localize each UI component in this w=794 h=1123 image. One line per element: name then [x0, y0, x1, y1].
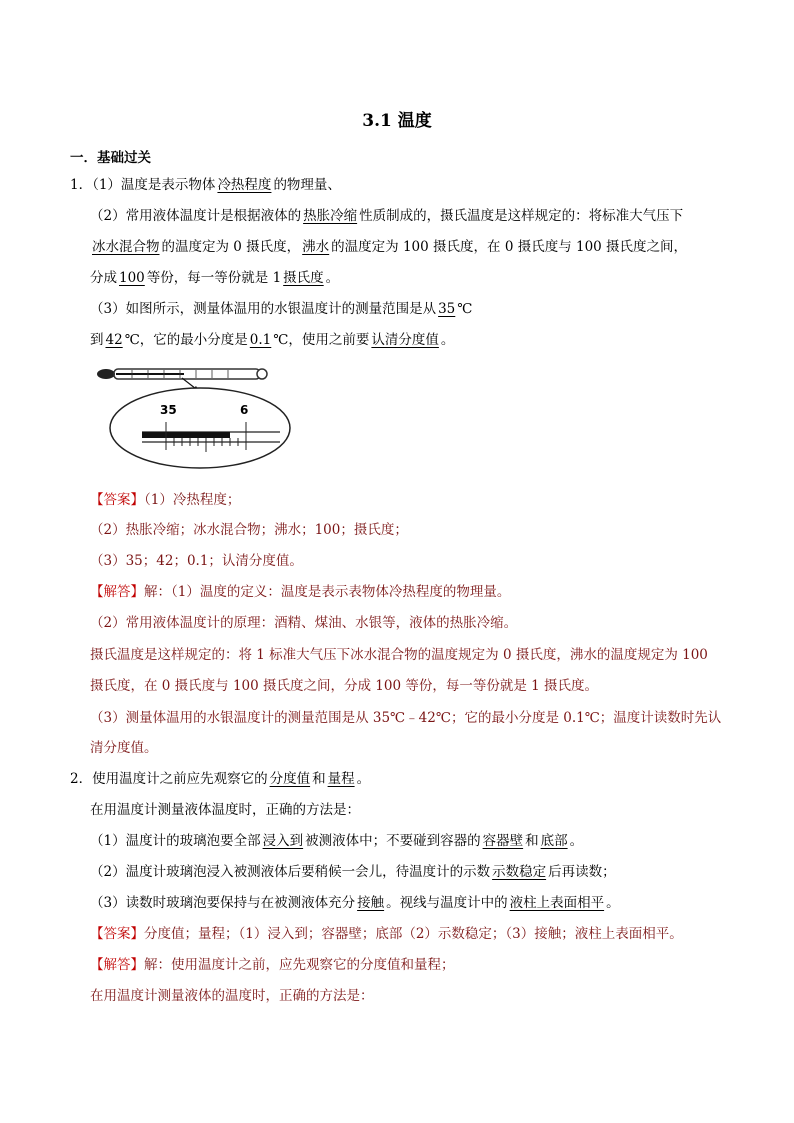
blank-answer: 分度值	[269, 771, 311, 787]
text: （2）常用液体温度计是根据液体的	[90, 208, 302, 224]
section-heading: 一．基础过关	[70, 150, 151, 166]
blank-answer: 浸入到	[262, 833, 304, 849]
q1-solution-line-1	[90, 582, 510, 602]
page-title: 3.1 温度	[362, 111, 432, 131]
text: 和	[525, 833, 539, 849]
text: （3）如图所示，测量体温用的水银温度计的测量范围是从	[90, 301, 437, 317]
blank-answer: 量程	[327, 771, 355, 787]
blank-answer: 冷热程度	[217, 177, 272, 193]
text: 的温度定为 100 摄氏度，在 0 摄氏度与 100 摄氏度之间，	[331, 239, 688, 255]
q2-line-2: 在用温度计测量液体温度时，正确的方法是：	[90, 802, 360, 818]
text: 的温度定为 0 摄氏度，	[161, 239, 301, 255]
text: 2．使用温度计之前应先观察它的	[70, 771, 268, 787]
q1-solution-line-6: 清分度值。	[90, 740, 158, 756]
mercury-column	[142, 432, 230, 438]
blank-answer: 示数稳定	[492, 864, 547, 880]
q2-solution-line-1	[90, 955, 455, 975]
text: 。视线与温度计中的	[386, 895, 508, 911]
text: 。	[356, 771, 371, 787]
q2-line-4	[90, 862, 616, 882]
solution-tag: 【解答】	[90, 584, 144, 600]
text: 1．（1）温度是表示物体	[70, 177, 216, 193]
q2-line-5	[90, 893, 620, 913]
text: 和	[312, 771, 326, 787]
text: ℃，使用之前要	[273, 332, 370, 348]
text: 。	[325, 270, 340, 286]
text: （3）读数时玻璃泡要保持与在被测液体充分	[90, 895, 356, 911]
q1-answer-line-3: （3）35；42；0.1；认清分度值。	[90, 553, 303, 569]
blank-answer: 冰水混合物	[92, 239, 160, 255]
q2-line-3	[90, 831, 583, 851]
text: 到	[90, 332, 104, 348]
blank-answer: 0.1	[249, 332, 272, 348]
blank-answer: 热胀冷缩	[303, 208, 358, 224]
answer-text: 分度值；量程；（1）浸入到；容器壁；底部（2）示数稳定；（3）接触；液柱上表面相平。	[144, 926, 683, 942]
q1-answer-line-2: （2）热胀冷缩；冰水混合物；沸水；100；摄氏度；	[90, 522, 408, 538]
text: 的物理量、	[273, 177, 341, 193]
blank-answer: 容器壁	[482, 833, 524, 849]
text: 后再读数；	[548, 864, 616, 880]
text: 性质制成的，摄氏温度是这样规定的：将标准大气压下	[359, 208, 684, 224]
magnified-view	[110, 388, 290, 468]
blank-answer: 接触	[357, 895, 385, 911]
thermometer-icon	[97, 369, 267, 379]
answer-tag: 【答案】	[90, 492, 144, 508]
q1-solution-line-2: （2）常用液体温度计的原理：酒精、煤油、水银等，液体的热胀冷缩。	[90, 615, 518, 631]
thermometer-figure	[92, 362, 292, 472]
answer-text: （1）冷热程度；	[144, 492, 241, 508]
blank-answer: 沸水	[302, 239, 330, 255]
blank-answer: 液柱上表面相平	[509, 895, 605, 911]
solution-text: 解：（1）温度的定义：温度是表示表物体冷热程度的物理量。	[144, 584, 511, 600]
text: ℃	[457, 301, 473, 317]
q1-line-4	[90, 268, 339, 288]
q2-line-1	[70, 769, 370, 789]
blank-answer: 100	[119, 270, 145, 286]
q2-answer-line	[90, 924, 683, 944]
scale-label-left: 35	[160, 403, 177, 417]
blank-answer: 42	[105, 332, 123, 348]
blank-answer: 底部	[540, 833, 568, 849]
text: 被测液体中；不要碰到容器的	[305, 833, 481, 849]
text: 。	[606, 895, 620, 911]
q2-solution-line-2: 在用温度计测量液体的温度时，正确的方法是：	[90, 988, 374, 1004]
q1-line-2	[90, 206, 683, 226]
solution-text: 解：使用温度计之前，应先观察它的分度值和量程；	[144, 957, 455, 973]
text: （1）温度计的玻璃泡要全部	[90, 833, 261, 849]
scale-label-right: 6	[240, 403, 249, 417]
answer-tag: 【答案】	[90, 926, 144, 942]
blank-answer: 摄氏度	[283, 270, 324, 286]
blank-answer: 认清分度值	[371, 332, 439, 348]
text: （2）温度计玻璃泡浸入被测液体后要稍候一会儿，待温度计的示数	[90, 864, 491, 880]
text: 。	[569, 833, 584, 849]
blank-answer: 35	[438, 301, 456, 317]
q1-line-3	[90, 237, 687, 257]
solution-tag: 【解答】	[90, 957, 144, 973]
text: 等份，每一等份就是 1	[146, 270, 282, 286]
q1-line-6	[90, 330, 454, 350]
text: 分成	[90, 270, 117, 286]
q1-line-5	[90, 299, 472, 319]
q1-answer-line-1	[90, 490, 240, 510]
q1-solution-line-5: （3）测量体温用的水银温度计的测量范围是从 35℃﹣42℃；它的最小分度是 0.1℃；温度计读数时先认	[90, 710, 722, 726]
q1-line-1	[70, 175, 341, 195]
q1-solution-line-4: 摄氏度，在 0 摄氏度与 100 摄氏度之间，分成 100 等份，每一等份就是 1 摄氏度。	[90, 678, 599, 694]
text: 。	[440, 332, 455, 348]
q1-solution-line-3: 摄氏温度是这样规定的：将 1 标准大气压下冰水混合物的温度规定为 0 摄氏度，沸水的温度规定为 100	[90, 647, 708, 663]
text: ℃，它的最小分度是	[124, 332, 248, 348]
